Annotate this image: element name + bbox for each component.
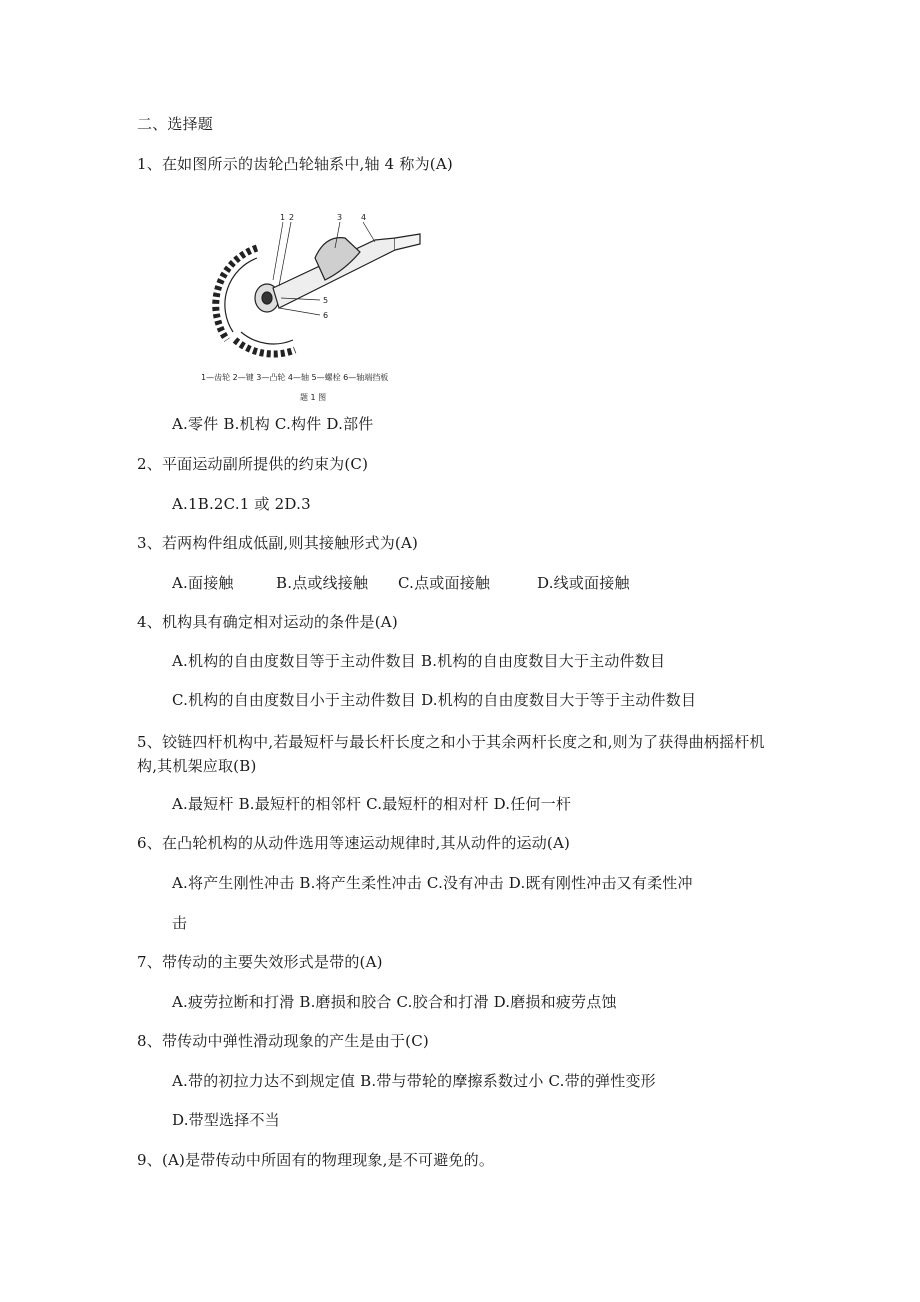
question-8-stem: 8、带传动中弹性滑动现象的产生是由于(C) [137,1032,429,1050]
question-2-stem: 2、平面运动副所提供的约束为(C) [137,455,369,473]
gear-illustration [216,222,420,354]
callout-2: 2 [289,213,295,222]
question-9-stem: 9、(A)是带传动中所固有的物理现象,是不可避免的。 [137,1151,495,1169]
question-4-options-line1: A.机构的自由度数目等于主动件数目 B.机构的自由度数目大于主动件数目 [172,652,666,670]
figure-title: 题 1 图 [300,393,327,402]
callout-1: 1 [280,213,286,222]
question-3-option-d: D.线或面接触 [537,574,630,592]
question-6-options-line1: A.将产生刚性冲击 B.将产生柔性冲击 C.没有冲击 D.既有刚性冲击又有柔性冲 [172,874,693,892]
question-7-options: A.疲劳拉断和打滑 B.磨损和胶合 C.胶合和打滑 D.磨损和疲劳点蚀 [172,993,617,1011]
section-title: 二、选择题 [137,115,214,133]
question-3-option-a: A.面接触 [172,574,234,592]
question-4-options-line2: C.机构的自由度数目小于主动件数目 D.机构的自由度数目大于等于主动件数目 [172,691,697,709]
question-4-stem: 4、机构具有确定相对运动的条件是(A) [137,613,398,631]
question-2-options: A.1B.2C.1 或 2D.3 [172,495,311,513]
question-5-options: A.最短杆 B.最短杆的相邻杆 C.最短杆的相对杆 D.任何一杆 [172,795,572,813]
question-6-options-line2: 击 [172,914,188,932]
question-7-stem: 7、带传动的主要失效形式是带的(A) [137,953,383,971]
gear-cam-shaft-figure [195,200,445,410]
question-3-option-b: B.点或线接触 [276,574,369,592]
question-8-options-line1: A.带的初拉力达不到规定值 B.带与带轮的摩擦系数过小 C.带的弹性变形 [172,1072,656,1090]
question-3-stem: 3、若两构件组成低副,则其接触形式为(A) [137,534,419,552]
callout-3: 3 [337,213,343,222]
question-3-option-c: C.点或面接触 [398,574,491,592]
callout-5: 5 [323,296,329,305]
question-8-options-line2: D.带型选择不当 [172,1111,280,1129]
figure-legend: 1—齿轮 2—键 3—凸轮 4—轴 5—螺栓 6—轴端挡板 [201,373,389,382]
question-6-stem: 6、在凸轮机构的从动件选用等速运动规律时,其从动件的运动(A) [137,834,571,852]
question-1-options: A.零件 B.机构 C.构件 D.部件 [172,415,374,433]
question-5-stem: 5、铰链四杆机构中,若最短杆与最长杆长度之和小于其余两杆长度之和,则为了获得曲柄摇杆机构,其机架应取(B) [137,733,765,775]
callout-6: 6 [323,311,329,320]
question-1-stem: 1、在如图所示的齿轮凸轮轴系中,轴 4 称为(A) [137,155,453,173]
callout-4: 4 [361,213,367,222]
